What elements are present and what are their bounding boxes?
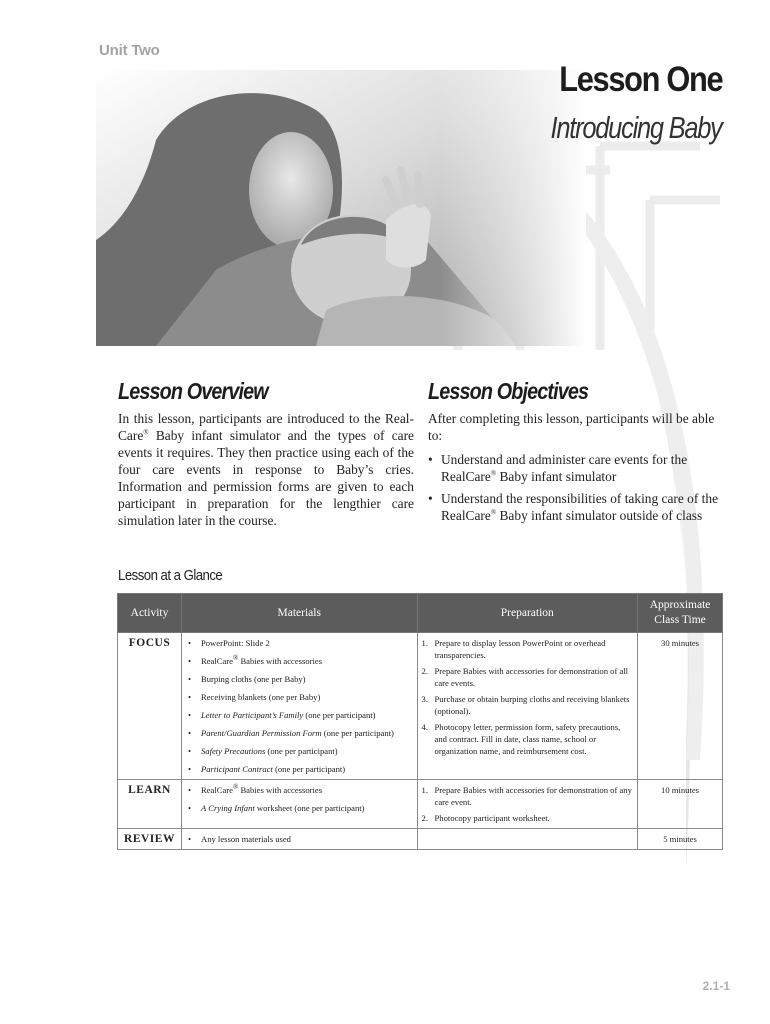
registered-mark: ® [143, 428, 149, 437]
column-header-materials: Materials [181, 594, 417, 633]
table-row [118, 829, 723, 850]
materials-cell [181, 633, 417, 780]
preparation-cell [417, 780, 638, 829]
list-item: • Receiving blankets (one per Baby) [186, 691, 413, 703]
preparation-cell [417, 633, 638, 780]
column-header-activity: Activity [118, 594, 182, 633]
list-item: 2. Prepare Babies with accessories for demonstration of all care events. [421, 666, 629, 688]
unit-label: Unit Two [99, 42, 160, 59]
table-header-row [118, 594, 723, 633]
list-item: • RealCare® Babies with accessories [186, 655, 413, 667]
overview-text [118, 410, 414, 529]
objectives-intro: After completing this lesson, participants will be able to: [428, 411, 715, 443]
materials-cell [181, 829, 417, 850]
list-item: 3. Purchase or obtain burping cloths and receiving blankets (optional). [421, 694, 630, 716]
list-item: 1. Prepare Babies with accessories for demonstration of any care event. [421, 785, 632, 807]
list-item: • RealCare® Babies with accessories [186, 784, 413, 796]
list-item: 2. Photocopy participant worksheet. [421, 813, 550, 823]
overview-text-a: In this lesson, participants are introduced to the Real-Care [118, 411, 414, 443]
column-header-time: Approximate Class Time [638, 594, 723, 633]
table-row [118, 780, 723, 829]
page-number: 2.1-1 [702, 979, 730, 993]
objectives-heading: Lesson Objectives [428, 378, 589, 404]
list-item: 1. Prepare to display lesson PowerPoint or overhead transparencies. [421, 638, 606, 660]
time-cell: 30 minutes [638, 633, 723, 780]
activity-cell: LEARN [118, 780, 182, 829]
list-item: • A Crying Infant worksheet (one per participant) [186, 802, 413, 814]
list-item: • Burping cloths (one per Baby) [186, 673, 413, 685]
column-header-preparation: Preparation [417, 594, 638, 633]
objective-item: • Understand and administer care events for the RealCare® Baby infant simulator [428, 451, 728, 485]
materials-cell [181, 780, 417, 829]
activity-cell: REVIEW [118, 829, 182, 850]
lesson-glance-table [117, 593, 723, 850]
glance-heading: Lesson at a Glance [118, 567, 223, 584]
time-cell: 5 minutes [638, 829, 723, 850]
list-item: • PowerPoint: Slide 2 [186, 637, 413, 649]
objective-item: • Understand the responsibilities of taking care of the RealCare® Baby infant simulator outside of class [428, 490, 728, 524]
table-row [118, 633, 723, 780]
list-item: • Participant Contract (one per participant) [186, 763, 413, 775]
objectives-block [428, 410, 728, 529]
list-item: 4. Photocopy letter, permission form, safety precautions, and contract. Fill in date, class name, school or organization name, and reimbursement cost. [421, 722, 621, 756]
activity-cell: FOCUS [118, 633, 182, 780]
list-item: • Safety Precautions (one per participant) [186, 745, 413, 757]
list-item: • Letter to Participant’s Family (one per participant) [186, 709, 413, 721]
list-item: • Parent/Guardian Permission Form (one per participant) [186, 727, 413, 739]
lesson-title: Lesson One [558, 60, 722, 99]
lesson-subtitle: Introducing Baby [550, 110, 722, 145]
overview-heading: Lesson Overview [118, 378, 268, 404]
preparation-cell [417, 829, 638, 850]
objectives-list [428, 451, 728, 524]
time-cell: 10 minutes [638, 780, 723, 829]
mother-holding-baby-photo [96, 70, 586, 346]
list-item: • Any lesson materials used [186, 833, 413, 845]
overview-text-b: Baby infant simulator and the types of care events it requires. They then practice using each of the four care events in response to Baby’s cries. Information and permission forms are given to each participant in preparation for the lengthier care simulation later in the course. [118, 428, 414, 528]
